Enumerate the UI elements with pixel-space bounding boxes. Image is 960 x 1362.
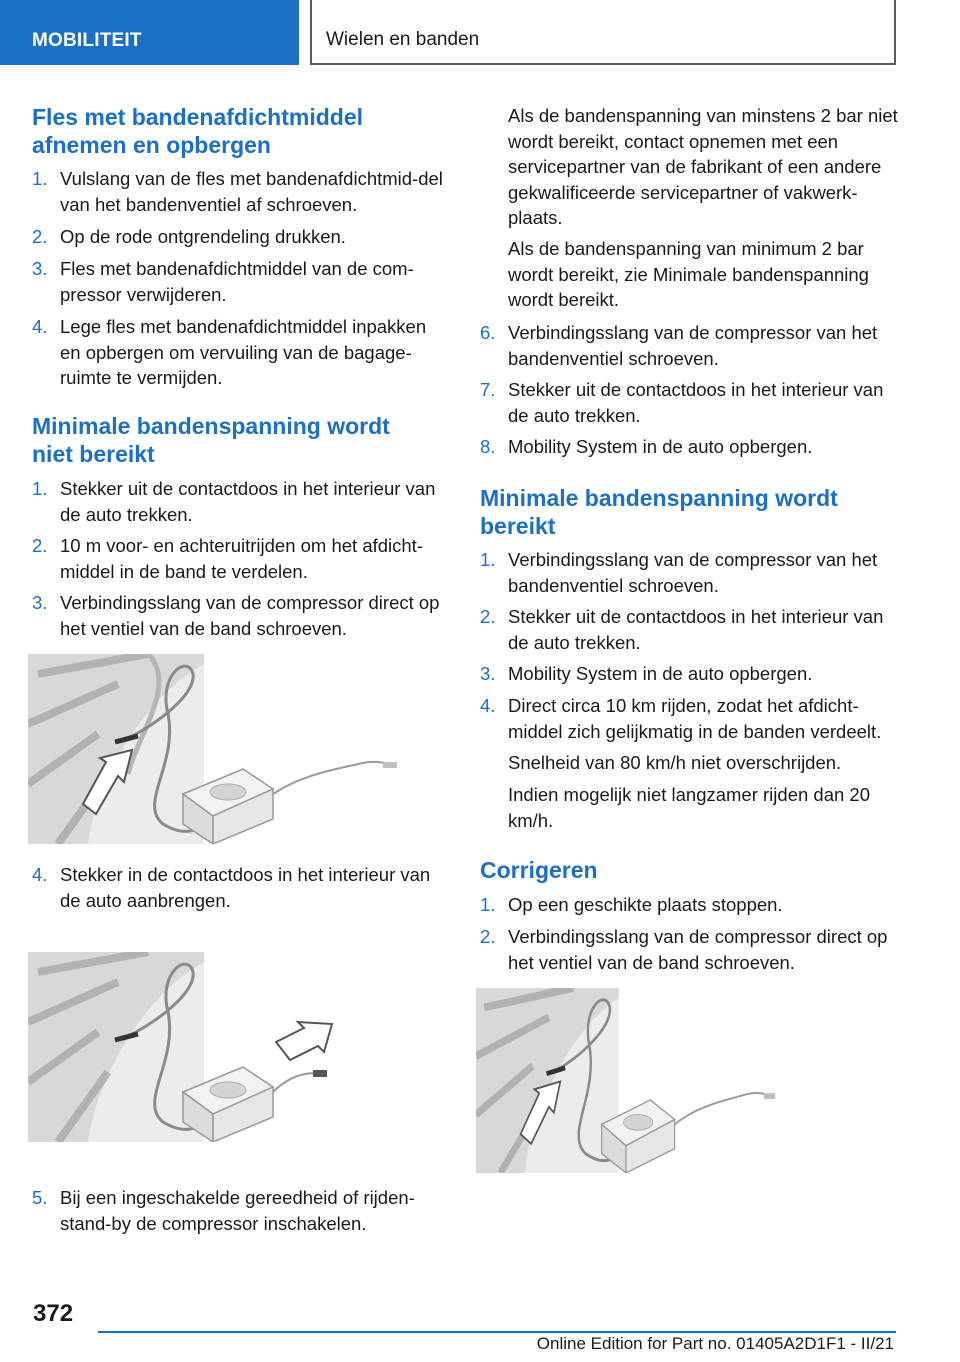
step-item [32, 224, 450, 250]
header-section-label: MOBILITEIT [32, 30, 142, 51]
step-text: Verbindingsslang van de compressor direct op het ventiel van de band schroeven. [508, 926, 888, 973]
step-item [32, 862, 450, 913]
step-number: 6. [480, 322, 496, 343]
step-text: Op een geschikte plaats stoppen. [508, 894, 783, 915]
header-topic-label: Wielen en banden [326, 29, 480, 50]
step-text: Lege fles met bandenafdichtmiddel inpakken en opbergen om vervuiling van de bagage-ruimte te vermijden. [60, 316, 427, 388]
step-text: Mobility System in de auto opbergen. [508, 436, 813, 457]
step-text: Stekker uit de contactdoos in het interieur van de auto trekken. [60, 478, 436, 525]
step-item [480, 547, 900, 598]
step-item [480, 604, 900, 655]
illustration-compressor-on-valve [28, 654, 398, 844]
step-text: Verbindingsslang van de compressor van het bandenventiel schroeven. [508, 549, 878, 596]
step-number: 4. [32, 864, 48, 885]
step-item [32, 590, 450, 641]
section-title-corrigeren: Corrigeren [480, 857, 598, 883]
header-topic-box [310, 0, 896, 65]
page-number: 372 [33, 1300, 74, 1327]
section-title-bereikt: Minimale bandenspanning wordt bereikt [480, 485, 838, 539]
step-text: Stekker uit de contactdoos in het interieur van de auto trekken. [508, 606, 884, 653]
step-text: Vulslang van de fles met bandenafdichtmid-del van het bandenventiel af schroeven. [60, 168, 443, 215]
step-number: 1. [32, 168, 48, 189]
footer-divider [98, 1331, 896, 1333]
paragraph: Snelheid van 80 km/h niet overschrijden. [508, 752, 842, 773]
step-number: 2. [32, 535, 48, 556]
step-number: 1. [480, 549, 496, 570]
step-number: 3. [480, 663, 496, 684]
step-text: Direct circa 10 km rijden, zodat het afdicht-middel zich gelijkmatig in de banden verdeelt. [508, 695, 882, 742]
illustration-plug-into-socket [28, 952, 358, 1142]
step-item [480, 892, 900, 918]
step-item [480, 320, 900, 371]
step-text: Mobility System in de auto opbergen. [508, 663, 813, 684]
step-item [32, 1185, 450, 1236]
step-text: Bij een ingeschakelde gereedheid of rijden-stand-by de compressor inschakelen. [60, 1187, 415, 1234]
section-title-niet-bereikt: Minimale bandenspanning wordt niet bereikt [32, 413, 390, 467]
section-title-fles-afnemen: Fles met bandenafdichtmiddel afnemen en opbergen [32, 104, 363, 158]
paragraph: Als de bandenspanning van minimum 2 bar wordt bereikt, zie Minimale bandenspanning wordt bereikt. [508, 238, 869, 310]
step-number: 3. [32, 592, 48, 613]
paragraph: Als de bandenspanning van minstens 2 bar niet wordt bereikt, contact opnemen met een servicepartner van de fabrikant of een andere gekwalificeerde servicepartner of vakwerk-plaats. [508, 105, 898, 228]
step-text: Stekker in de contactdoos in het interieur van de auto aanbrengen. [60, 864, 431, 911]
step-number: 4. [32, 316, 48, 337]
paragraph: Indien mogelijk niet langzamer rijden dan 20 km/h. [508, 784, 870, 831]
illustration-compressor-on-valve-correct [476, 988, 776, 1173]
step-item [480, 434, 900, 460]
step-number: 7. [480, 379, 496, 400]
step-item [480, 661, 900, 687]
step-number: 3. [32, 258, 48, 279]
step-number: 4. [480, 695, 496, 716]
step-number: 2. [480, 926, 496, 947]
step-text: Fles met bandenafdichtmiddel van de com-pressor verwijderen. [60, 258, 414, 305]
footer-edition: Online Edition for Part no. 01405A2D1F1 - II/21 [536, 1334, 894, 1353]
header-section-tab [0, 0, 299, 65]
step-number: 2. [32, 226, 48, 247]
step-item [32, 476, 450, 527]
step-text: Verbindingsslang van de compressor direct op het ventiel van de band schroeven. [60, 592, 440, 639]
step-item [32, 256, 450, 307]
step-item [32, 166, 450, 217]
step-number: 1. [32, 478, 48, 499]
step-item [480, 693, 900, 744]
step-number: 2. [480, 606, 496, 627]
step-item [32, 533, 450, 584]
step-number: 5. [32, 1187, 48, 1208]
step-text: Verbindingsslang van de compressor van het bandenventiel schroeven. [508, 322, 878, 369]
step-text: 10 m voor- en achteruitrijden om het afdicht-middel in de band te verdelen. [60, 535, 423, 582]
step-text: Stekker uit de contactdoos in het interieur van de auto trekken. [508, 379, 884, 426]
step-number: 8. [480, 436, 496, 457]
step-item [480, 924, 900, 975]
step-item [32, 314, 450, 391]
step-number: 1. [480, 894, 496, 915]
step-text: Op de rode ontgrendeling drukken. [60, 226, 346, 247]
step-item [480, 377, 900, 428]
